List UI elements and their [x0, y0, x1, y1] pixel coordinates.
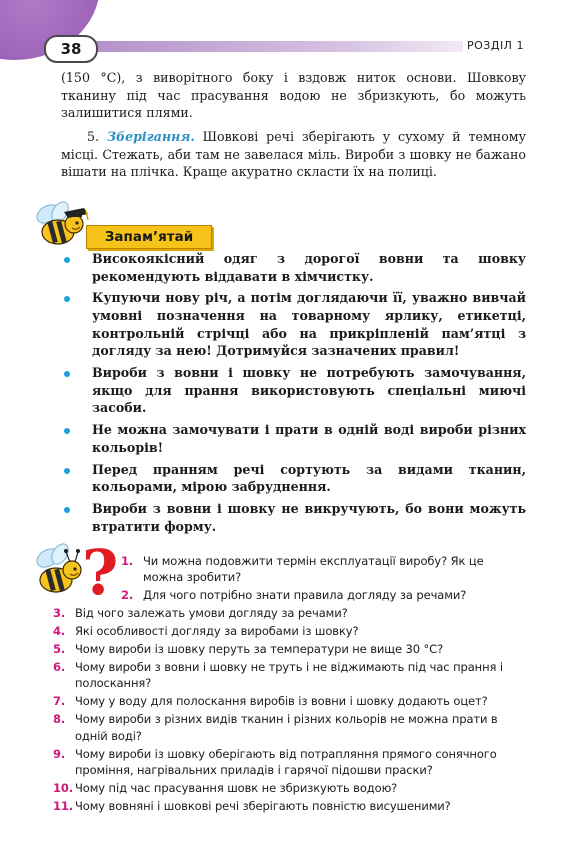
bee-with-graduation-cap-icon [28, 190, 90, 252]
question-item: 11. Чому вовняні і шовкові речі зберігають повністю висушеними? [53, 798, 451, 813]
questions-list [53, 553, 523, 816]
remember-list [64, 250, 526, 540]
question-item: 10. Чому під час прасування шовк не збризкують водою? [53, 780, 398, 795]
list-item: Високоякісний одяг з дорогої вовни та шовку рекомендують віддавати в хімчистку. [64, 250, 526, 285]
question-item: 6. Чому вироби з вовни і шовку не труть і не віджимають під час прання і полоскання? [53, 660, 503, 691]
page-number: 38 [44, 35, 98, 63]
paragraph-title: Зберігання. [106, 129, 195, 144]
bullet-dot [64, 371, 70, 377]
list-item: Вироби з вовни і шовку не викручують, бо вони можуть втратити форму. [64, 500, 526, 535]
bullet-dot [64, 296, 70, 302]
question-item: 4. Які особливості догляду за виробами із шовку? [53, 624, 359, 639]
section-label: РОЗДІЛ 1 [467, 39, 524, 52]
header-bar [78, 41, 463, 52]
bullet-dot [64, 468, 70, 474]
bullet-dot [64, 257, 70, 263]
question-item: 3. Від чого залежать умови догляду за речами? [53, 606, 348, 621]
paragraph-body: Шовкові речі зберігають у сухому й темному місці. Стежать, аби там не завелася міль. Вироби з шовку не бажано вішати на плічка. Краще акуратно скласти їх на полиці. [61, 129, 526, 180]
list-item: Вироби з вовни і шовку не потребують замочування, якщо для прання використовують спеціальні миючі засоби. [64, 364, 526, 417]
paragraph-number: 5. [87, 129, 100, 144]
question-item: 8. Чому вироби з різних видів тканин і різних кольорів не можна прати в одній воді? [53, 712, 498, 743]
question-item: 5. Чому вироби із шовку перуть за температури не вище 30 °С? [53, 642, 444, 657]
question-item: 2. Для чого потрібно знати правила догляду за речами? [121, 588, 467, 603]
question-item: 7. Чому у воду для полоскання виробів із вовни і шовку додають оцет? [53, 694, 488, 709]
question-item: 9. Чому вироби із шовку оберігають від потрапляння прямого сонячного проміння, нагрівальних приладів і гарячої підошви праски? [53, 746, 497, 777]
list-item: Не можна замочувати і прати в одній воді вироби різних кольорів! [64, 421, 526, 456]
paragraph-continuation: (150 °С), з виворітного боку і вздовж ниток основи. Шовкову тканину під час прасування водою не збризкують, бо можуть залишитися плями. [61, 70, 526, 121]
list-item: Купуючи нову річ, а потім доглядаючи її, уважно вивчай умовні позначення на товарному ярлику, етикетці, контрольній стрічці або на прикріпленій пам’ятці з догляду за нею! Дотримуйся зазначених правил! [64, 289, 526, 359]
paragraph-storage [61, 128, 526, 181]
remember-badge: Запам’ятай [86, 225, 212, 249]
svg-text:?: ? [82, 536, 119, 609]
list-item: Перед пранням речі сортують за видами тканин, кольорами, мірою забруднення. [64, 461, 526, 496]
bullet-dot [64, 507, 70, 513]
bullet-dot [64, 428, 70, 434]
question-item: 1. Чи можна подовжити термін експлуатації виробу? Як це можна зробити? [121, 554, 484, 585]
